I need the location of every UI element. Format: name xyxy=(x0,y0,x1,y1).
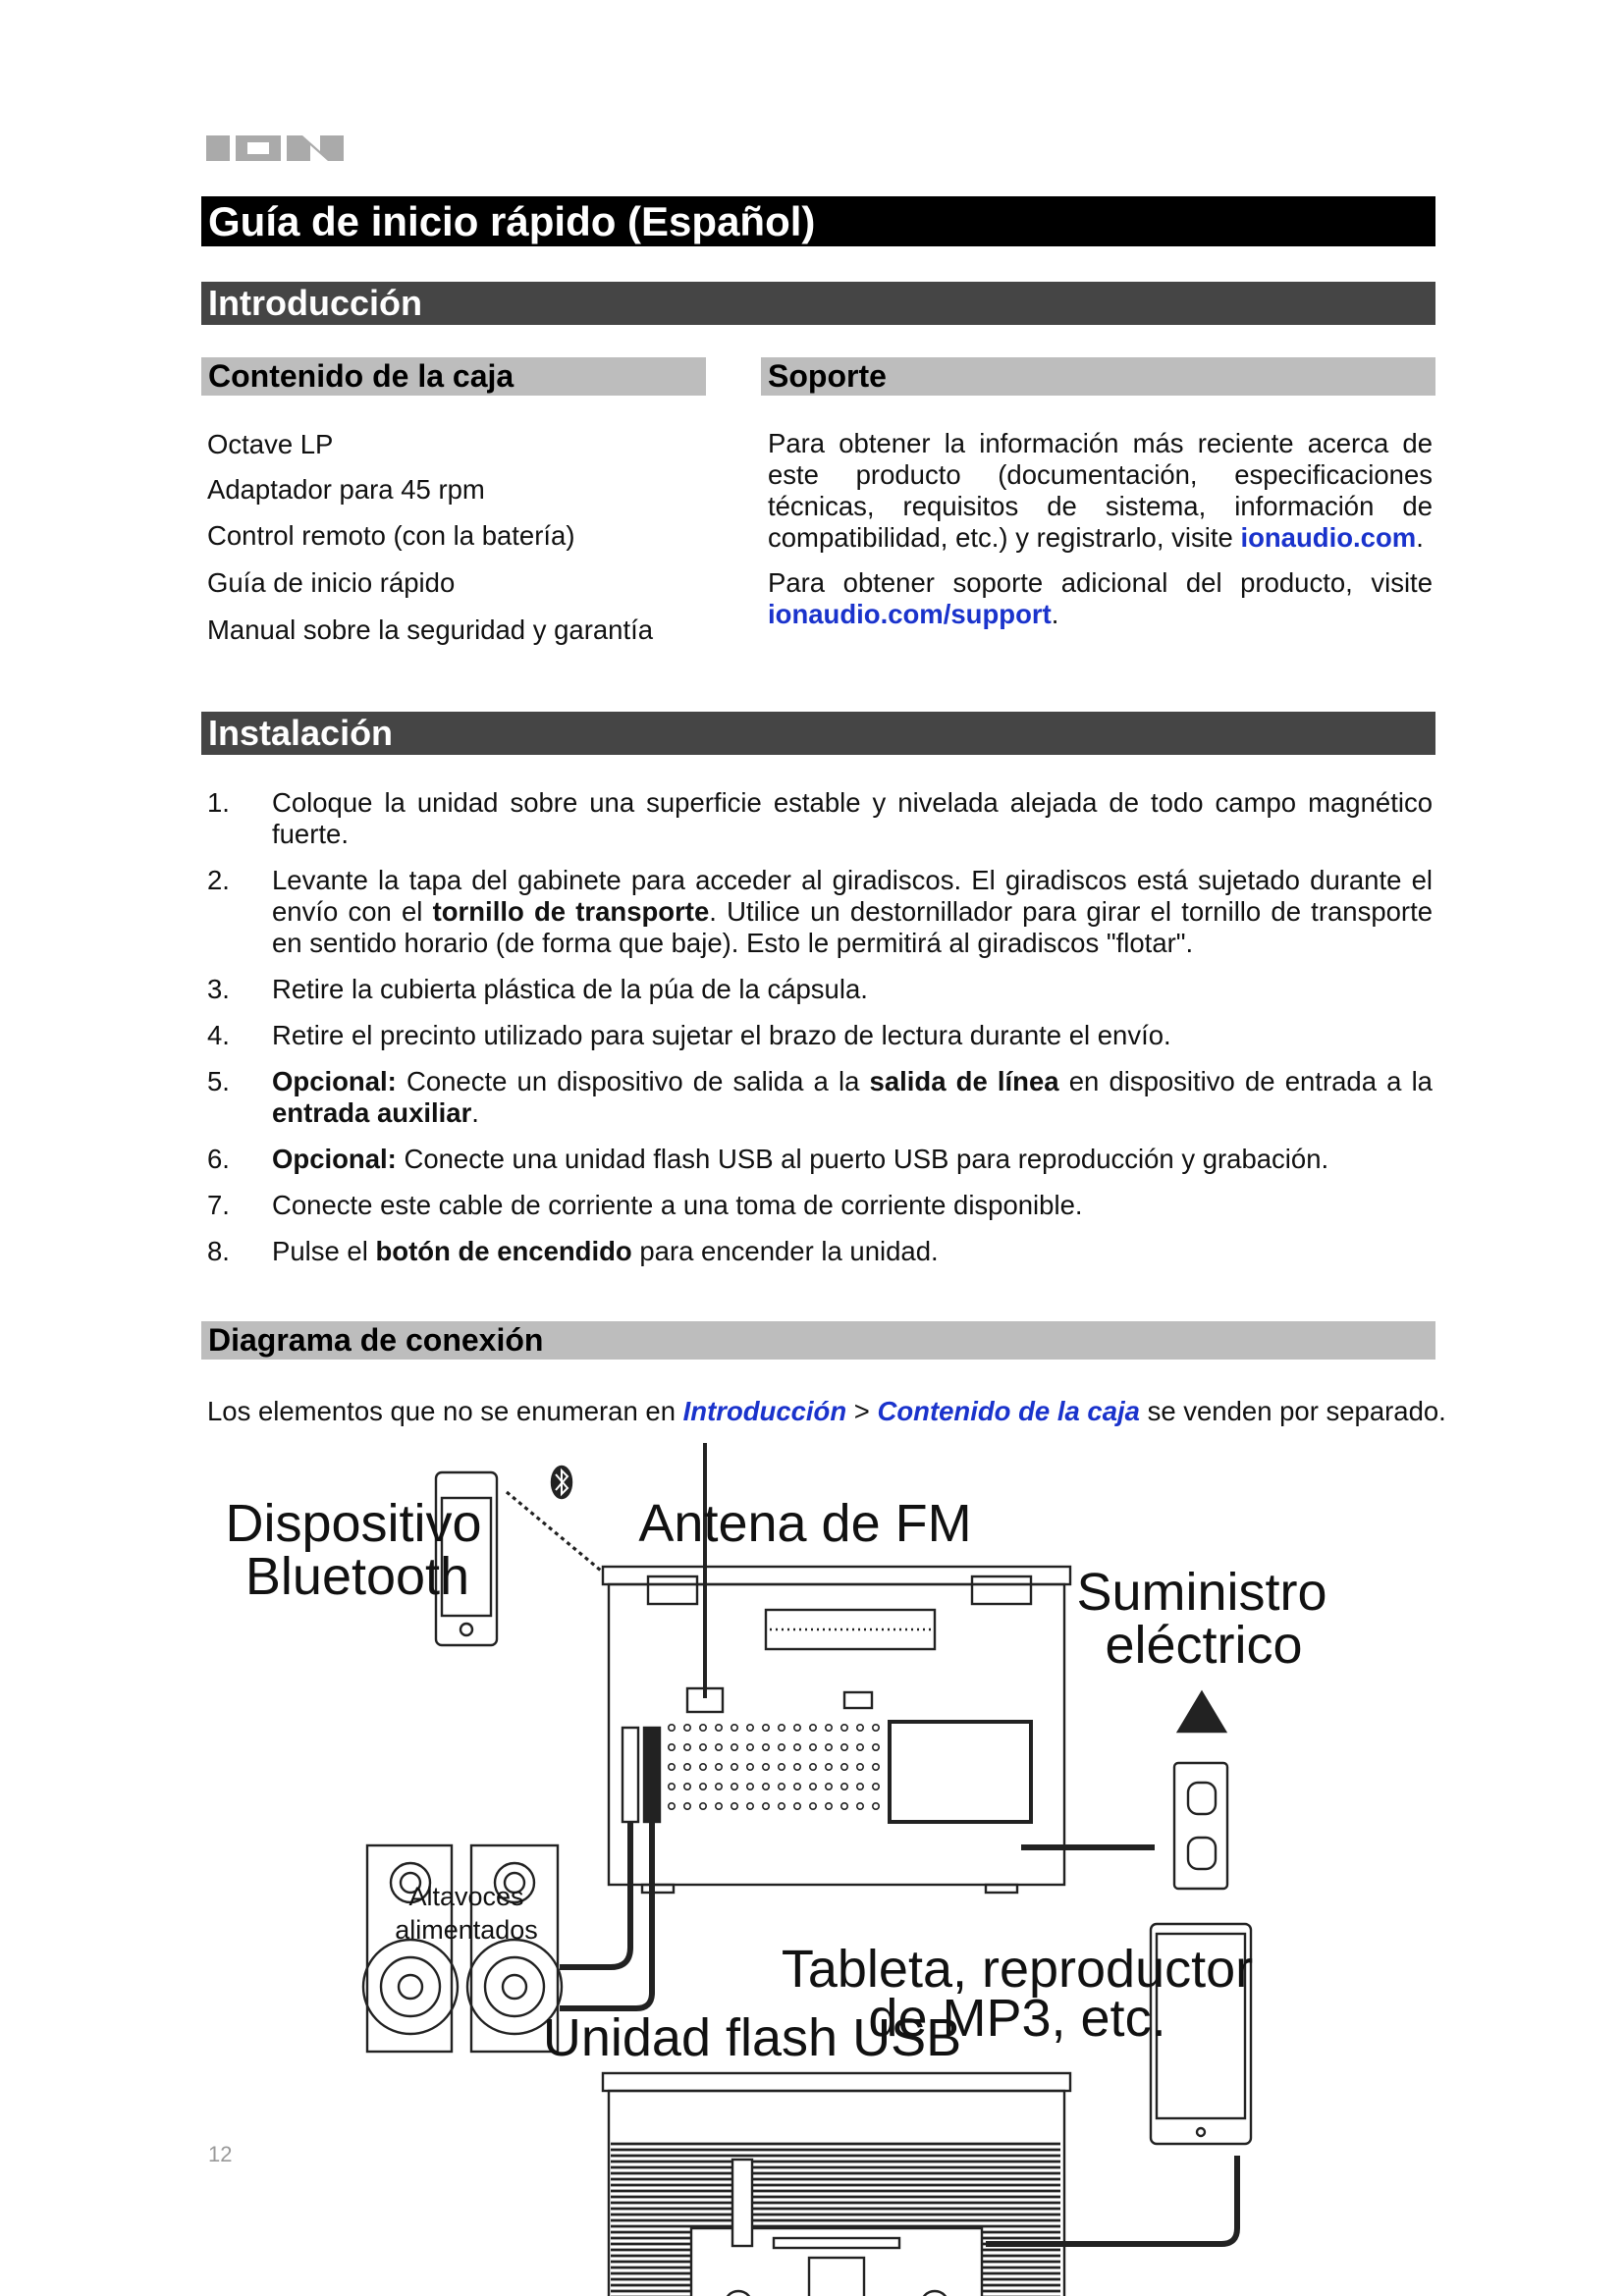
vent-hole xyxy=(700,1744,706,1750)
label-bt: Bluetooth xyxy=(244,1547,470,1606)
vent-hole xyxy=(857,1764,863,1770)
step-emphasis: botón de encendido xyxy=(375,1236,632,1266)
aux-cable xyxy=(986,2156,1237,2244)
step-fragment: . xyxy=(471,1097,479,1128)
list-item: Octave LP xyxy=(207,429,334,459)
step-fragment: . Utilice un destornillador para girar el tornillo de transporte en sentido horario (de forma que baje). Esto le permitirá al giradiscos "flotar". xyxy=(272,896,1433,958)
vent-hole xyxy=(841,1744,847,1750)
section-heading-intro: Introducción xyxy=(201,282,1435,325)
step-number: 2. xyxy=(207,865,230,895)
vent-hole xyxy=(731,1784,737,1789)
install-step xyxy=(207,1190,1433,1221)
vent-hole xyxy=(779,1725,785,1731)
step-text xyxy=(272,1020,1433,1051)
label-speakers-2: alimentados xyxy=(395,1915,538,1945)
bluetooth-icon xyxy=(552,1467,571,1498)
step-text xyxy=(272,1236,1433,1267)
step-number: 5. xyxy=(207,1066,230,1096)
install-steps xyxy=(207,787,1433,1282)
vent-hole xyxy=(857,1803,863,1809)
vent-hole xyxy=(826,1744,832,1750)
vent-hole xyxy=(826,1784,832,1789)
install-step xyxy=(207,787,1433,850)
step-fragment: Conecte un dispositivo de salida a la xyxy=(396,1066,870,1096)
vent-hole xyxy=(810,1764,816,1770)
vent-hole xyxy=(841,1725,847,1731)
vent-hole xyxy=(669,1803,675,1809)
wireless-link xyxy=(507,1492,601,1571)
diagram-note xyxy=(207,1396,1446,1427)
vent-hole xyxy=(779,1784,785,1789)
vent-hole xyxy=(873,1725,879,1731)
step-text xyxy=(272,974,1433,1005)
support-heading: Soporte xyxy=(761,357,1435,396)
vent-hole xyxy=(731,1764,737,1770)
vent-hole xyxy=(700,1764,706,1770)
support-paragraph-1: Para obtener la información más reciente acerca de este producto (documentación, especificaciones técnicas, requisitos de sistema, información de compatibilidad, etc.) y registrarlo, visite xyxy=(768,428,1433,553)
step-emphasis: salida de línea xyxy=(869,1066,1059,1096)
support-text xyxy=(768,428,1433,644)
step-text xyxy=(272,1190,1433,1221)
vent-hole xyxy=(779,1764,785,1770)
note-text-end: se venden por separado. xyxy=(1139,1396,1446,1426)
vent-hole xyxy=(763,1803,769,1809)
step-number: 7. xyxy=(207,1190,230,1220)
install-step xyxy=(207,1236,1433,1267)
step-fragment: para encender la unidad. xyxy=(631,1236,939,1266)
vent-hole xyxy=(810,1744,816,1750)
vent-hole xyxy=(747,1764,753,1770)
step-fragment: Pulse el xyxy=(272,1236,376,1266)
vent-hole xyxy=(810,1725,816,1731)
step-fragment: Retire el precinto utilizado para sujetar el brazo de lectura durante el envío. xyxy=(272,1020,1171,1050)
vent-hole xyxy=(716,1744,722,1750)
vent-hole xyxy=(747,1803,753,1809)
list-item: Control remoto (con la batería) xyxy=(207,520,575,551)
list-item: Guía de inicio rápido xyxy=(207,567,456,598)
vent-hole xyxy=(857,1784,863,1789)
label-bt: Dispositivo xyxy=(225,1494,482,1553)
vent-hole xyxy=(669,1784,675,1789)
step-number: 1. xyxy=(207,787,230,818)
step-text xyxy=(272,1144,1433,1175)
step-number: 4. xyxy=(207,1020,230,1050)
powered-speakers xyxy=(363,1845,562,2052)
vent-hole xyxy=(826,1725,832,1731)
vent-hole xyxy=(857,1744,863,1750)
box-contents-link[interactable]: Contenido de la caja xyxy=(877,1396,1140,1426)
vent-hole xyxy=(841,1764,847,1770)
step-emphasis: Opcional: xyxy=(272,1066,397,1096)
vent-hole xyxy=(716,1784,722,1789)
vent-hole xyxy=(669,1764,675,1770)
vent-hole xyxy=(794,1784,800,1789)
vent-hole xyxy=(747,1784,753,1789)
note-text: Los elementos que no se enumeran en xyxy=(207,1396,683,1426)
label-usb: Unidad flash USB xyxy=(542,2008,962,2067)
ion-logo xyxy=(206,133,346,163)
period: . xyxy=(1416,522,1424,553)
vent-hole xyxy=(873,1803,879,1809)
vent-hole xyxy=(669,1744,675,1750)
vent-hole xyxy=(700,1803,706,1809)
period: . xyxy=(1051,599,1059,629)
list-item: Adaptador para 45 rpm xyxy=(207,474,485,505)
step-emphasis: entrada auxiliar xyxy=(272,1097,472,1128)
step-fragment: Retire la cubierta plástica de la púa de la cápsula. xyxy=(272,974,868,1004)
intro-link[interactable]: Introducción xyxy=(682,1396,847,1426)
vent-hole xyxy=(873,1744,879,1750)
label-fm: Antena de FM xyxy=(638,1494,972,1553)
vent-hole xyxy=(731,1744,737,1750)
step-number: 6. xyxy=(207,1144,230,1174)
vent-hole xyxy=(841,1803,847,1809)
step-fragment: Conecte una unidad flash USB al puerto USB para reproducción y grabación. xyxy=(396,1144,1329,1174)
step-number: 8. xyxy=(207,1236,230,1266)
install-step xyxy=(207,974,1433,1005)
vent-hole xyxy=(794,1764,800,1770)
vent-hole xyxy=(669,1725,675,1731)
vent-hole xyxy=(763,1764,769,1770)
vent-hole xyxy=(857,1725,863,1731)
vent-hole xyxy=(826,1764,832,1770)
step-emphasis: tornillo de transporte xyxy=(432,896,710,927)
vent-hole xyxy=(794,1744,800,1750)
vent-hole xyxy=(779,1803,785,1809)
ionaudio-link[interactable]: ionaudio.com xyxy=(1240,522,1417,553)
section-heading-install: Instalación xyxy=(201,712,1435,755)
vent-hole xyxy=(684,1784,690,1789)
vent-hole xyxy=(684,1764,690,1770)
support-paragraph-2: Para obtener soporte adicional del producto, visite xyxy=(768,567,1433,598)
vent-hole xyxy=(841,1784,847,1789)
vent-hole xyxy=(684,1744,690,1750)
vent-hole xyxy=(716,1803,722,1809)
connection-diagram xyxy=(225,1433,1327,2120)
vent-hole xyxy=(779,1744,785,1750)
label-power: Suministro xyxy=(1076,1563,1327,1622)
support-link[interactable]: ionaudio.com/support xyxy=(768,599,1052,629)
vent-hole xyxy=(700,1725,706,1731)
step-fragment: Conecte este cable de corriente a una toma de corriente disponible. xyxy=(272,1190,1083,1220)
vent-hole xyxy=(747,1725,753,1731)
vent-hole xyxy=(794,1725,800,1731)
vent-hole xyxy=(731,1725,737,1731)
usb-flash-drive xyxy=(732,2160,752,2246)
vent-hole xyxy=(763,1744,769,1750)
step-text xyxy=(272,865,1433,959)
power-outlet xyxy=(1174,1692,1227,1889)
vent-hole xyxy=(794,1803,800,1809)
section-heading-diagram: Diagrama de conexión xyxy=(201,1321,1435,1360)
step-fragment: en dispositivo de entrada a la xyxy=(1058,1066,1433,1096)
install-step xyxy=(207,865,1433,959)
page-number: 12 xyxy=(208,2142,233,2166)
install-step xyxy=(207,1020,1433,1051)
label-speakers xyxy=(353,1880,579,1947)
vent-hole xyxy=(810,1784,816,1789)
list-item: Manual sobre la seguridad y garantía xyxy=(207,614,654,645)
step-fragment: Coloque la unidad sobre una superficie estable y nivelada alejada de todo campo magnético fuerte. xyxy=(272,787,1433,849)
vent-hole xyxy=(873,1764,879,1770)
vent-hole xyxy=(810,1803,816,1809)
vent-hole xyxy=(763,1725,769,1731)
vent-hole xyxy=(747,1744,753,1750)
note-separator: > xyxy=(846,1396,878,1426)
box-contents-heading: Contenido de la caja xyxy=(201,357,706,396)
page-title: Guía de inicio rápido (Español) xyxy=(201,196,1435,246)
vent-hole xyxy=(684,1725,690,1731)
vent-hole xyxy=(716,1764,722,1770)
step-emphasis: Opcional: xyxy=(272,1144,397,1174)
turntable-front xyxy=(603,2073,1070,2296)
label-power: eléctrico xyxy=(1105,1616,1303,1675)
label-speakers-1: Altavoces xyxy=(408,1882,524,1911)
step-number: 3. xyxy=(207,974,230,1004)
label-tablet: de MP3, etc. xyxy=(868,1989,1166,2048)
install-step xyxy=(207,1066,1433,1129)
install-step xyxy=(207,1144,1433,1175)
vent-hole xyxy=(873,1784,879,1789)
vent-hole xyxy=(684,1803,690,1809)
step-text xyxy=(272,1066,1433,1129)
step-fragment: Levante la tapa del gabinete para acceder al giradiscos. El giradiscos está sujetado durante el envío con el xyxy=(272,865,1433,927)
step-text xyxy=(272,787,1433,850)
vent-hole xyxy=(731,1803,737,1809)
vent-hole xyxy=(763,1784,769,1789)
label-tablet: Tableta, reproductor xyxy=(781,1940,1254,1999)
turntable-rear xyxy=(603,1567,1070,1893)
vent-hole xyxy=(700,1784,706,1789)
vent-hole xyxy=(716,1725,722,1731)
vent-hole xyxy=(826,1803,832,1809)
